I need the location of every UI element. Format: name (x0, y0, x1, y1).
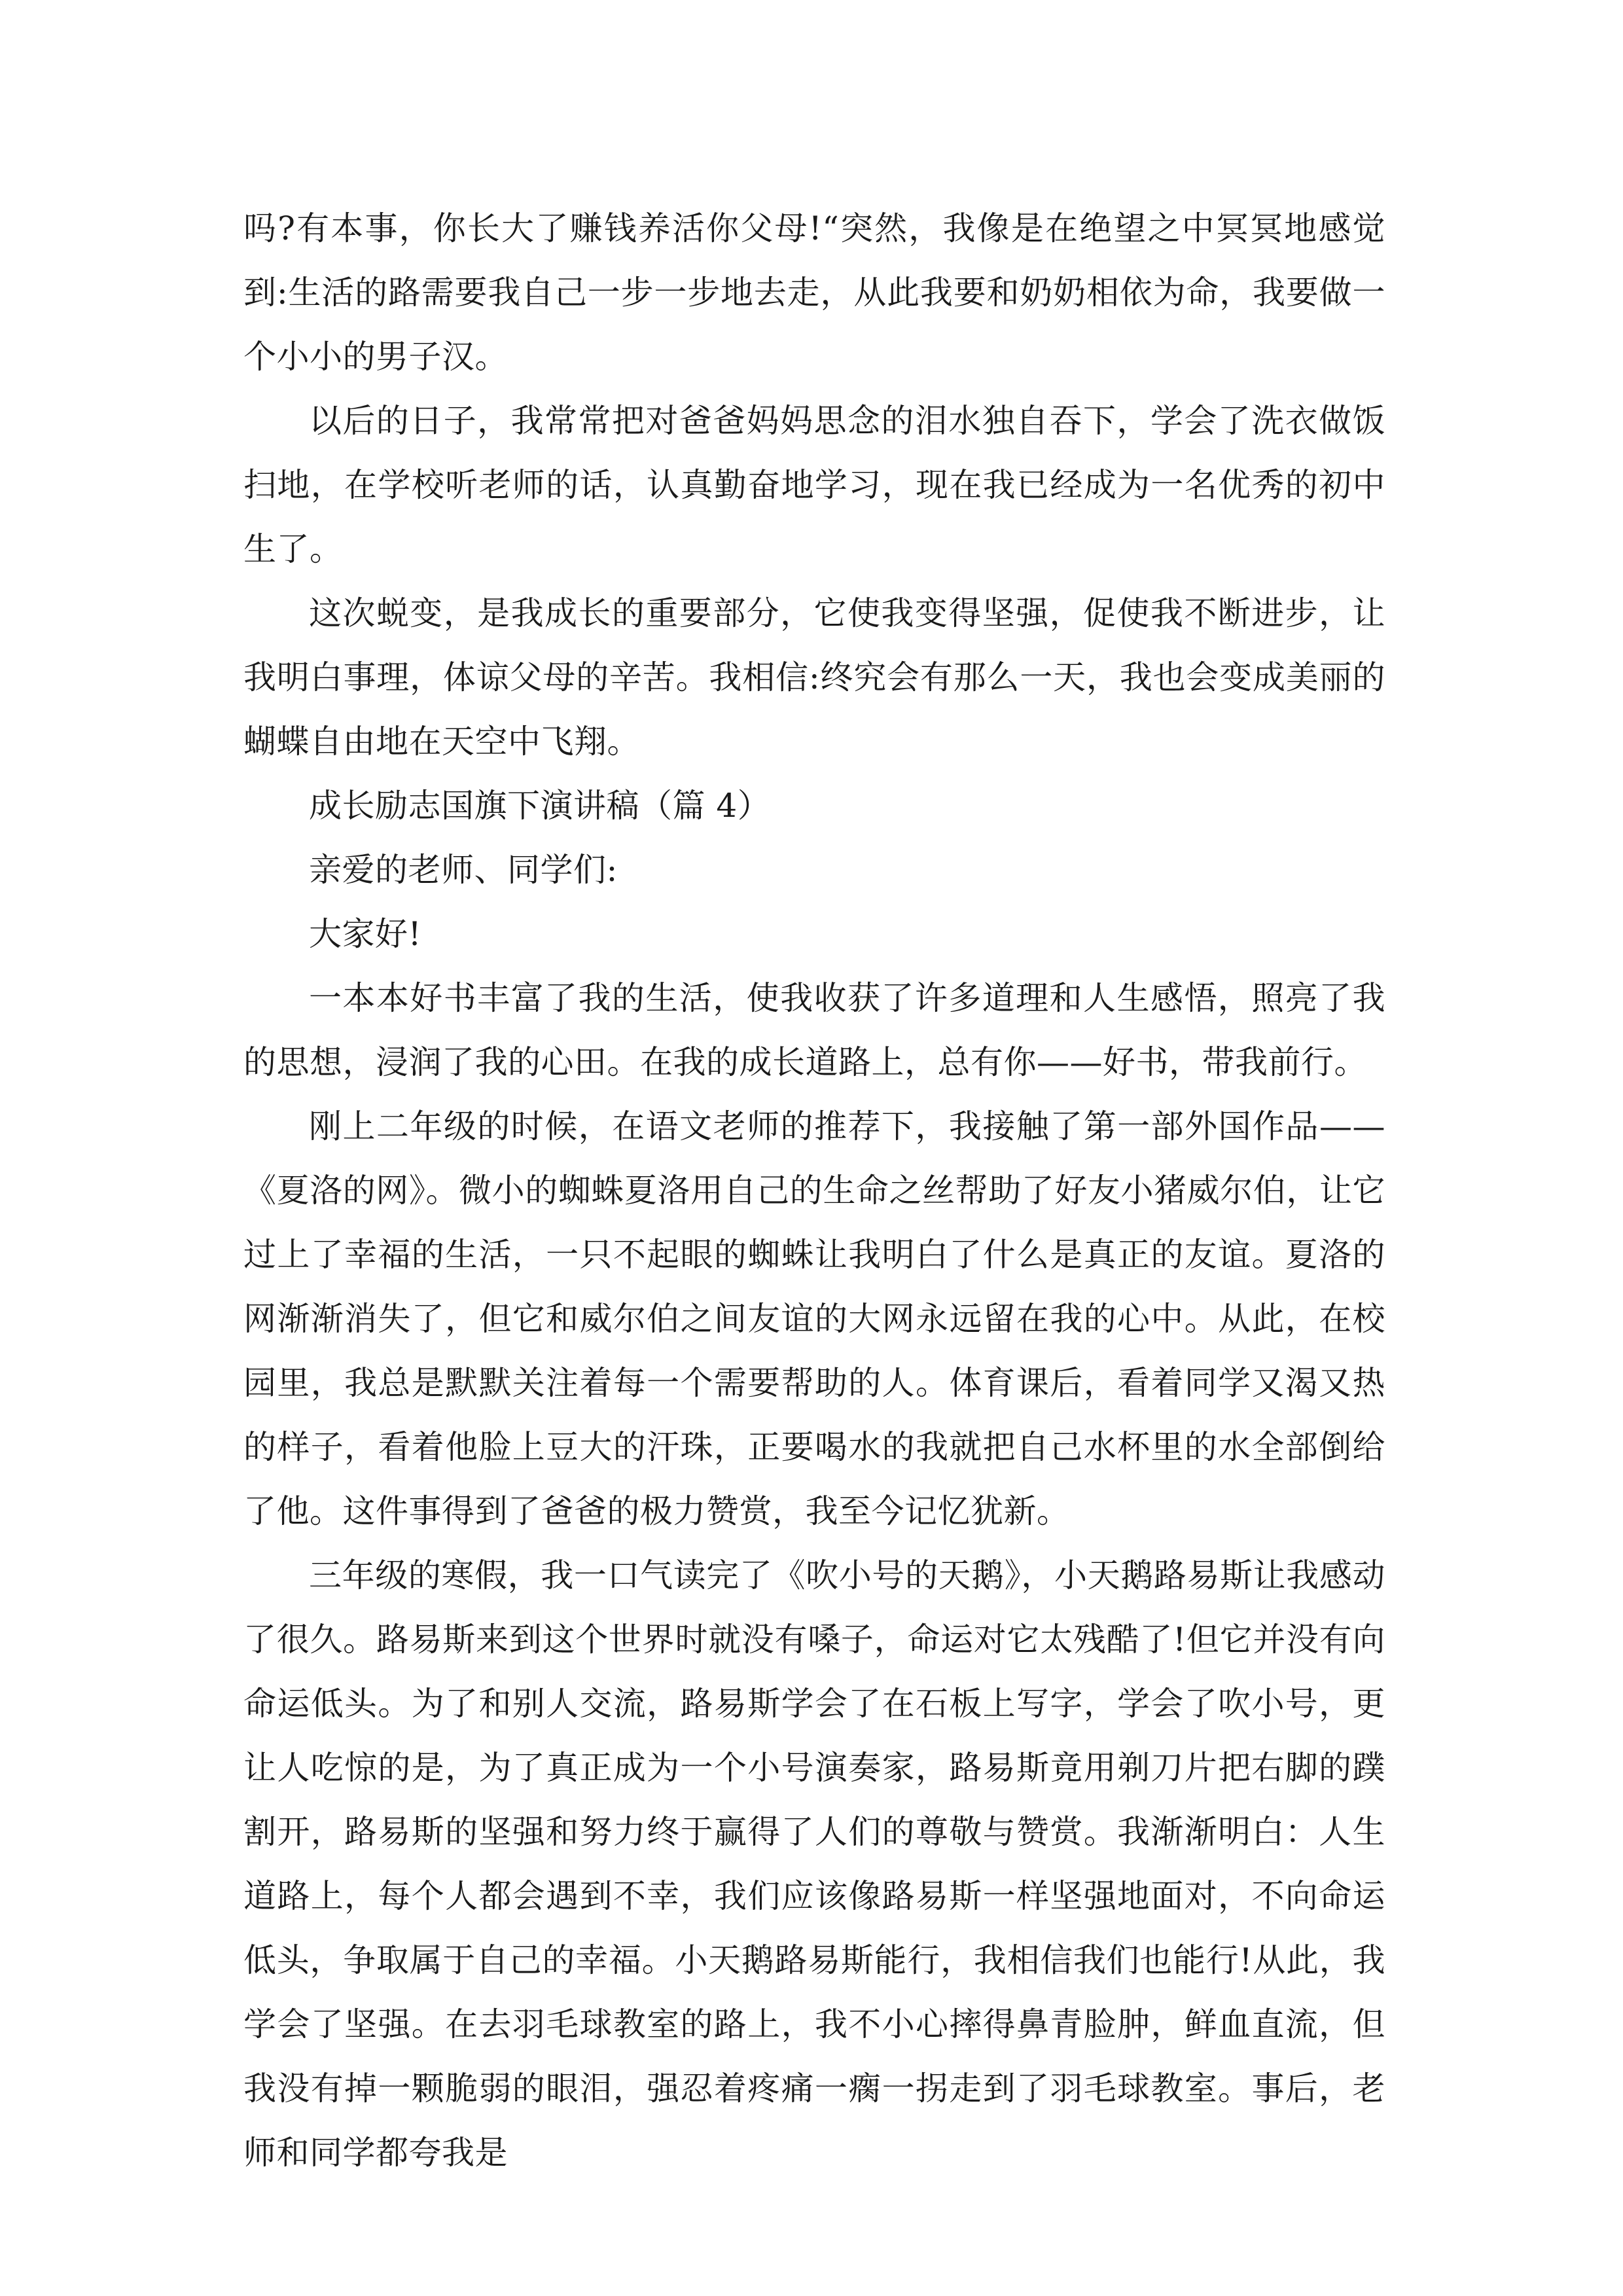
greeting: 大家好! (309, 915, 422, 953)
paragraph-continued: 吗?有本事，你长大了赚钱养活你父母!“突然，我像是在绝望之中冥冥地感觉到:生活的路需要我自己一步一步地去走，从此我要和奶奶相依为命，我要做一个小小的男子汉。 (243, 209, 1385, 376)
paragraph: 一本本好书丰富了我的生活，使我收获了许多道理和人生感悟，照亮了我的思想，浸润了我的心田。在我的成长道路上，总有你——好书，带我前行。 (243, 979, 1385, 1081)
section-heading: 成长励志国旗下演讲稿（篇 4） (309, 787, 771, 825)
paragraph: 这次蜕变，是我成长的重要部分，它使我变得坚强，促使我不断进步，让我明白事理，体谅父母的辛苦。我相信:终究会有那么一天，我也会变成美丽的蝴蝶自由地在天空中飞翔。 (243, 594, 1385, 761)
salutation: 亲爱的老师、同学们: (309, 851, 618, 889)
paragraph: 三年级的寒假，我一口气读完了《吹小号的天鹅》，小天鹅路易斯让我感动了很久。路易斯来到这个世界时就没有嗓子，命运对它太残酷了!但它并没有向命运低头。为了和别人交流，路易斯学会了在石板上写字，学会了吹小号，更让人吃惊的是，为了真正成为一个小号演奏家，路易斯竟用剃刀片把右脚的蹼割开，路易斯的坚强和努力终于赢得了人们的尊敬与赞赏。我渐渐明白：人生道路上，每个人都会遇到不幸，我们应该像路易斯一样坚强地面对，不向命运低头，争取属于自己的幸福。小天鹅路易斯能行，我相信我们也能行!从此，我学会了坚强。在去羽毛球教室的路上，我不小心摔得鼻青脸肿，鲜血直流，但我没有掉一颗脆弱的眼泪，强忍着疼痛一瘸一拐走到了羽毛球教室。事后，老师和同学都夸我是 (243, 1556, 1385, 2172)
paragraph: 以后的日子，我常常把对爸爸妈妈思念的泪水独自吞下，学会了洗衣做饭扫地，在学校听老师的话，认真勤奋地学习，现在我已经成为一名优秀的初中生了。 (243, 402, 1385, 568)
paragraph: 刚上二年级的时候，在语文老师的推荐下，我接触了第一部外国作品——《夏洛的网》。微小的蜘蛛夏洛用自己的生命之丝帮助了好友小猪威尔伯，让它过上了幸福的生活，一只不起眼的蜘蛛让我明白了什么是真正的友谊。夏洛的网渐渐消失了，但它和威尔伯之间友谊的大网永远留在我的心中。从此，在校园里，我总是默默关注着每一个需要帮助的人。体育课后，看着同学又渴又热的样子，看着他脸上豆大的汗珠，正要喝水的我就把自己水杯里的水全部倒给了他。这件事得到了爸爸的极力赞赏，我至今记忆犹新。 (243, 1107, 1385, 1530)
body-text (243, 196, 1385, 2185)
